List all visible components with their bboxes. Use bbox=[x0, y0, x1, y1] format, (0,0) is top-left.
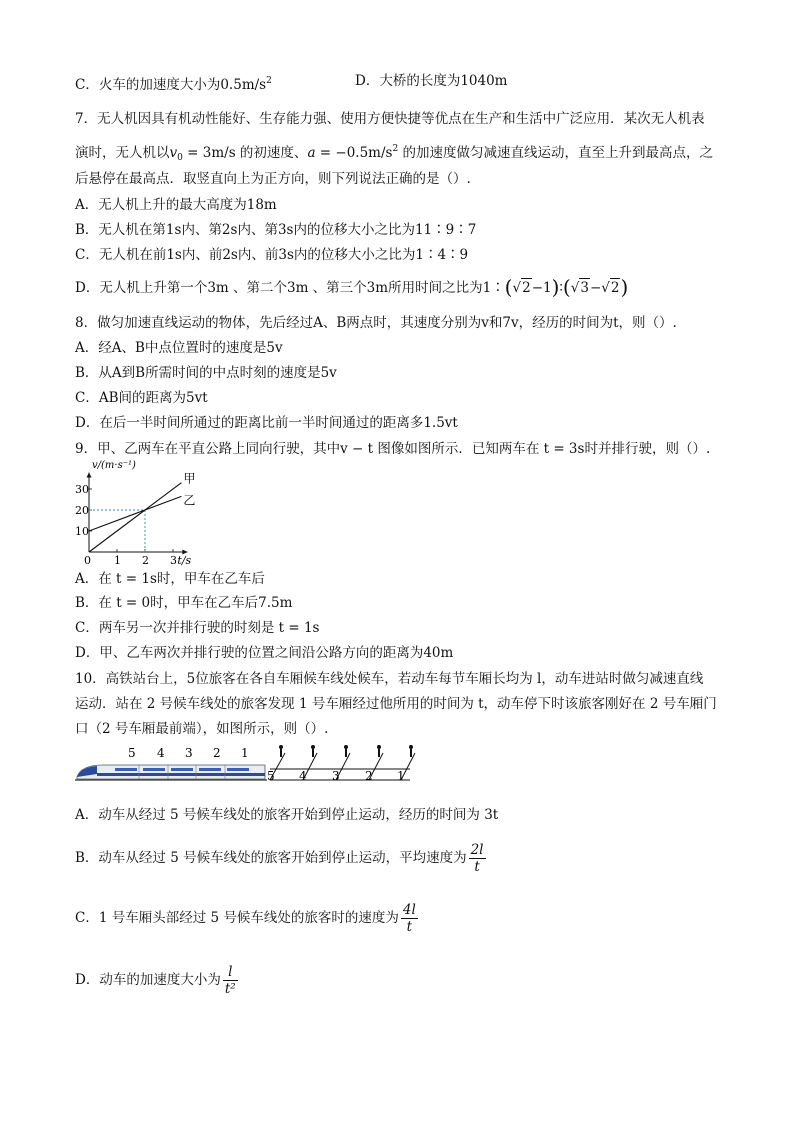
vt-graph bbox=[75, 458, 225, 566]
platform bbox=[270, 753, 415, 780]
y-axis-label: v/(m·s⁻¹) bbox=[92, 460, 136, 471]
line-label-3: 3 bbox=[332, 769, 340, 783]
train-platform-diagram bbox=[75, 743, 425, 789]
x-tick-label: 3 bbox=[170, 554, 177, 566]
q7-stem-line3: 后悬停在最高点．取竖直向上为正方向，则下列说法正确的是（）. bbox=[75, 171, 471, 187]
train bbox=[75, 765, 267, 780]
q8-stem: 8．做匀加速直线运动的物体，先后经过A、B两点时，其速度分别为v和7v，经历的时间为t，则（）. bbox=[75, 315, 677, 331]
q8-option-b: B．从A到B所需时间的中点时刻的速度是5v bbox=[75, 365, 337, 381]
x-axis-label: t/s bbox=[177, 554, 192, 566]
q7-stem-line1: 7．无人机因具有机动性能好、生存能力强、使用方便快捷等优点在生产和生活中广泛应用．某次无人机表 bbox=[75, 111, 705, 127]
car-label-1: 1 bbox=[241, 746, 249, 760]
q7-option-a: A．无人机上升的最大高度为18m bbox=[75, 197, 277, 213]
series-label-jia: 甲 bbox=[183, 471, 196, 486]
x-tick-label: 2 bbox=[142, 554, 149, 566]
q10-option-c: C．1 号车厢头部经过 5 号候车线处的旅客时的速度为 $\frac{4l}{t}$ bbox=[75, 902, 416, 935]
series-line-jia bbox=[89, 483, 181, 552]
x-tick-label: 0 bbox=[84, 554, 91, 566]
line-label-4: 4 bbox=[299, 769, 307, 783]
x-tick-label: 1 bbox=[114, 554, 121, 566]
passengers bbox=[279, 745, 413, 757]
car-label-4: 4 bbox=[157, 746, 165, 760]
q10-stem-line3: 口（2 号车厢最前端），如图所示，则（）. bbox=[75, 721, 329, 737]
q7-option-d: D．无人机上升第一个3m 、第二个3m 、第三个3m所用时间之比为1∶(√2−1)∶(√3−√2) bbox=[75, 275, 629, 299]
car-label-5: 5 bbox=[128, 746, 136, 760]
q10-option-b: B．动车从经过 5 号候车线处的旅客开始到停止运动，平均速度为 $\frac{2l}{t}$ bbox=[75, 842, 484, 875]
q9-option-b: B．在 t = 0时，甲车在乙车后7.5m bbox=[75, 595, 293, 611]
q9-option-d: D．甲、乙车两次并排行驶的位置之间沿公路方向的距离为40m bbox=[75, 645, 454, 661]
line-label-1: 1 bbox=[397, 769, 405, 783]
q10-stem-line2: 运动．站在 2 号候车线处的旅客发现 1 号车厢经过他所用的时间为 t，动车停下时该旅客刚好在 2 号车厢门 bbox=[75, 696, 717, 712]
q10-option-a: A．动车从经过 5 号候车线处的旅客开始到停止运动，经历的时间为 3t bbox=[75, 807, 499, 823]
q7-option-b: B．无人机在第1s内、第2s内、第3s内的位移大小之比为11∶9∶7 bbox=[75, 222, 477, 238]
car-label-3: 3 bbox=[185, 746, 193, 760]
series-line-yi bbox=[89, 496, 181, 531]
series-label-yi: 乙 bbox=[183, 493, 196, 508]
y-tick-label: 30 bbox=[75, 483, 89, 496]
q8-option-c: C．AB间的距离为5vt bbox=[75, 390, 208, 406]
q8-option-d: D．在后一半时间所通过的距离比前一半时间通过的距离多1.5vt bbox=[75, 415, 458, 431]
y-axis-arrow bbox=[87, 473, 92, 478]
q10-stem-line1: 10．高铁站台上，5位旅客在各自车厢候车线处候车，若动车每节车厢长均为 l，动车进站时做匀减速直线 bbox=[75, 671, 704, 687]
line-label-5: 5 bbox=[267, 769, 275, 783]
y-tick-label: 10 bbox=[75, 525, 89, 538]
q9-option-c: C．两车另一次并排行驶的时刻是 t = 1s bbox=[75, 620, 320, 636]
q8-option-a: A．经A、B中点位置时的速度是5v bbox=[75, 340, 283, 356]
q7-stem-line2: 演时，无人机以$v_0 = 3m/s$ 的初速度、$a = -0.5m/s^2$ 的加速度做匀减速直线运动，直至上升到最高点，之 bbox=[75, 144, 713, 163]
q6-option-c: C．火车的加速度大小为$0.5m/s^2$ bbox=[75, 76, 272, 93]
q9-option-a: A．在 t = 1s时，甲车在乙车后 bbox=[75, 571, 265, 587]
q7-option-c: C．无人机在前1s内、前2s内、前3s内的位移大小之比为1∶4∶9 bbox=[75, 247, 469, 263]
q6-option-d: D．大桥的长度为1040m bbox=[355, 73, 508, 89]
line-label-2: 2 bbox=[365, 769, 373, 783]
car-label-2: 2 bbox=[213, 746, 221, 760]
q10-option-d: D．动车的加速度大小为 $\frac{l}{\text{t²}}$ bbox=[75, 964, 236, 997]
y-tick-label: 20 bbox=[75, 504, 89, 517]
q9-stem: 9．甲、乙两车在平直公路上同向行驶，其中v − t 图像如图所示．已知两车在 t = 3s时并排行驶，则（）. bbox=[75, 441, 711, 457]
